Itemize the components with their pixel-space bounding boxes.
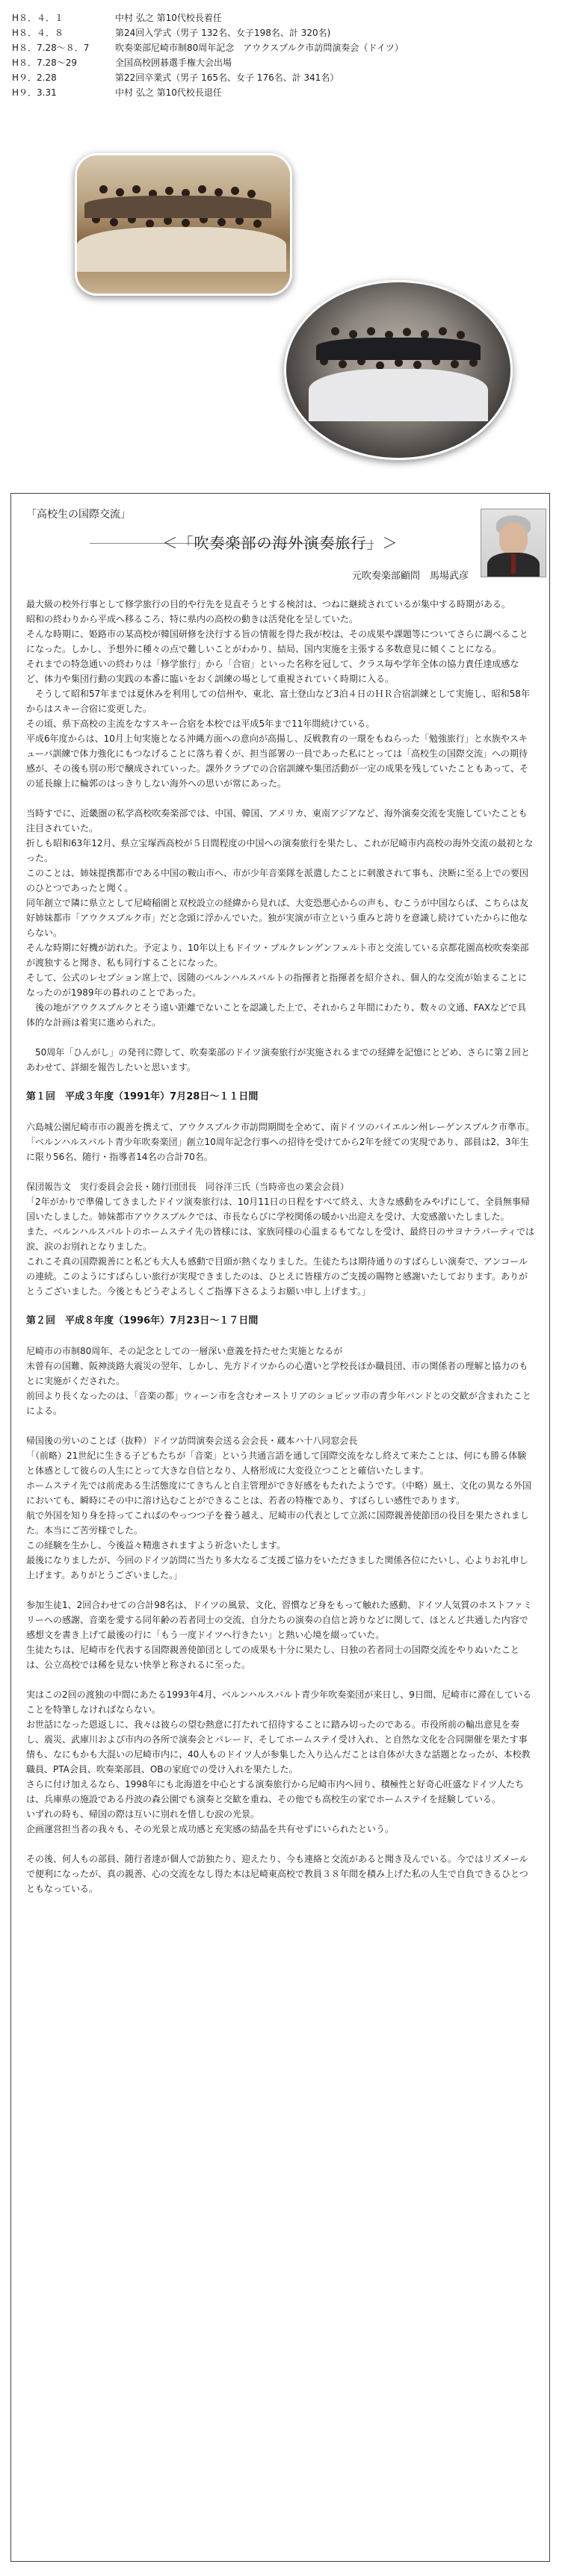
timeline-text: 第24回入学式（男子 132名、女子198名、計 320名) [115,28,331,38]
timeline-text: 中村 弘之 第10代校長着任 [115,13,222,23]
intro-paragraph: 50周年「ひんがし」の発刊に際して、吹奏楽部のドイツ演奏旅行が実施されるまでの経緯を記憶にとどめ、さらに第２回とあわせて、詳細を報告したいと思います。 [26,1047,530,1073]
trip2-paragraph: 帰国後の労いのことば（抜粋）ドイツ訪問演奏会送る会会長・蔵本ハ十八同窓会長 「（前略）21世紀に生きる子どもたちが「音楽」という共通言語を通して国際交流をなし終えて来たことは、何にも勝る体験と体感として彼らの人生にとって大きな自信となり、人格形成に大変役立つことと確信いたします。 ホームステイ先では前虎ある生活態度にてきちんと自主管理ができ好感をもたれたようです。（中略）風土、文化の異なる外国においても、瞬時にその中に溶け込むことができることは、若者の特権であり、すばらしい感性であります。 航で外国を知り身を持ってこればのやっつつ子を養う越え、尼崎市の代表として立派に国際親善使節団の役目を果たされました。本当にご苦労様でした。 この経験を生かし、今後益々精進されますよう祈念いたします。 最後になりましたが、今回のドイツ訪問に当たり多大なるご支援ご協力をいただきました関係各位にたいし、心よりお礼申し上げます。ありがとうございました。」 [26,1436,531,1580]
trip1-paragraph: 六島城公園尼崎市市の親善を携えて、アウクスブルク市訪問期間を全めて、南ドイツのバイエルン州レーゲンスブルク市準市。 「ベルンハルスバルト青少年吹奏楽団」創立10周年記念行事への招待を受けてから2年を経ての実現であり、部員は2、3年生に限り56名、随行・指導者14名の合計70名。 [26,1122,534,1162]
trip1-heading: 第１回 平成３年度（1991年）7月28日～１１日間 [26,1091,259,1102]
timeline-row [12,40,550,55]
timeline-date: H９．2.28 [12,72,57,83]
timeline-date: H９．3.31 [12,87,57,98]
trip2-paragraph: 実はこの2回の渡独の中間にあたる1993年4月、ベルンハルスバルト青少年吹奏楽団が来日し、9日間、尼崎市に滞在していることを特筆しなければならない。 お世話になった恩返しに、我々は彼らの望む熱意に打たれて招待することに踏み切ったのである。市役所前の輸出意見を奏し、震災、武庫川および市内の各所で演奏会とパレード、そしてホームステイ受け入れ、と自然な文化を合同開催を果たす事情も、なにもかも大混いの尼崎市内に、40人ものドイツ人が参集した入り込んだことは自体が大きな話題となったが、本校教職員、PTA会員、吹奏楽部員、OBの家庭での受け入れを果たした。 さらに付け加えるなら、1998年にも北海道を中心とする演奏旅行から尼崎市内へ回り、積極性と好奇心旺盛なドイツ人たちは、兵庫県の施設である丹波の森公園でも演奏と交歓を重ね、その他でも高校生の家でホームステイを経験している。 いずれの時も、帰国の際は互いに別れを惜しむ涙の光景。 企画運営担当者の我々も、その光景と成功感と充実感の結晶を共有せずにいられたという。 [26,1689,531,1834]
timeline-row [12,10,550,25]
group-photo-band-outdoor [75,153,292,296]
timeline-date: H８．４．８ [12,28,64,38]
timeline-text: 中村 弘之 第10代校長退任 [115,87,222,98]
group-photo-band-indoor [284,280,513,460]
timeline-date: H８．４．１ [12,13,64,23]
timeline-text: 第22回卒業式（男子 165名、女子 176名、計 341名） [115,72,339,83]
timeline-text: 全国高校囲碁選手権大会出場 [115,58,232,68]
timeline-row [12,55,550,70]
timeline-row [12,85,550,100]
trip2-paragraph: 尼崎市の市制80周年、その記念としての一層深い意義を持たせた実施となるが 未曾有の国難、阪神淡路大震災の翌年、しかし、先方ドイツからの心遣いと学校長ほか職員団、市の関係者の理解と協力のもとに実施がくだされた。 前回より長くなったのは、「音楽の都」ウィーン市を含むオーストリアのショピッツ市の青少年バンドとの交歓が含まれたことによる。 [26,1346,531,1416]
trip2-paragraph: 参加生徒1、2回合わせての合計98名は、ドイツの風景、文化、習慣など身をもって触れた感動、ドイツ人気質のホストファミリーへの感謝、音楽を愛する同年齢の若者同士の交流、自分たちの演奏の自信と誇りなどに関して、ほとんど共通した内容で感想文を書き上げて最後の行に「もう一度ドイツへ行きたい」と熱い心境を綴っていた。 生徒たちは、尼崎市を代表する国際親善使節団としての成果も十分に果たし、日独の若者同士の国際交流をやりぬいたことは、公立高校では稀を見ない快挙と称されるに至った。 [26,1600,532,1670]
timeline-text: 吹奏楽部尼崎市制80周年記念 アウクスブルク市訪問演奏会（ドイツ） [115,43,404,53]
article-box [10,493,550,2562]
section-label: 「高校生の国際交流」 [26,509,131,521]
timeline-date: H８．7.28～８．7 [12,43,90,53]
trip2-paragraph: その後、何人もの部員、随行者達が個人で訪独たり、迎えたり、今も連絡と交流があると聞き及んでいる。今ではリズメールで便利になったが、真の親善、心の交流をなし得た本は尼崎東高校で教員３８年間を積み上げた私の人生で自負できるひとつともなっている。 [26,1854,528,1894]
intro-paragraph: 当時すでに、近畿圏の私学高校吹奏楽部では、中国、韓国、アメリカ、東南アジアなど、海外演奏交流を実施していたことも注目されていた。 折しも昭和63年12月、県立宝塚西高校が５日間程度の中国への演奏旅行を果たし、これが尼崎市内高校の海外交流の最初となった。 このことは、姉妹提携都市である中国の鞍山市へ、市が少年音楽隊を派遣したことに刺激されて事も、決断に至る上での要因のひとつであったと聞く。 同年創立で隣に県立として尼崎稲園と双校設立の経緯から見れば、大変恐悪心からの声も、むこうが中国ならば、こちらは友好姉妹都市「アウクスブルク市」だと念頭に浮かんでいた。独が実演が市立という重みと誇りを意識し続けていたからに他ならない。 そんな時期に好機が訪れた。予定より、10年以上もドイツ・ブルクレンゲンフェルト市と交流している京都花園高校吹奏楽部が渡独すると聞き、私も同行することになった。 そして、公式のレセプション席上で、図随のベルンハルスバルトの指揮者と指揮者を紹介され、個人的な交流が始まることになったのが1989年の暮れのことであった。 後の地がアウクスブルクとそう遠い距離でないことを認識した上で、それから２年間にわたり、数々の文通、FAXなどで具体的な計画は着実に進められた。 [26,808,534,1028]
intro-paragraph: 最大級の校外行事として修学旅行の目的や行先を見直そうとする検討は、つねに継続されているが集中する時期がある。 昭和の終わりから平成へ移るころ、特に県内の高校の動きは活発化を呈していた。 そんな時期に、姫路市の某高校が韓国研修を決行する旨の情報を得た我が校は、その成果や課題等についてさらに調べることになった。しかし、予想外に種々の点で難しいことがわかり、結局、国内実施を主張する多数意見に傾くことになる。 それまでの特急通いの終わりは「修学旅行」から「合宿」といった名称を冠して、クラス毎や学年全体の協力責任達成感など、体力や集団行動の実践の本番に臨いをおく訓練の場として重視されていく時期に入る。 そうして昭和57年までは夏休みを利用しての信州や、東北、富士登山など3泊４日のＨＲ合宿訓練として実施し、昭和58年からはスキー合宿に変更した。 その頃、県下高校の主流をなすスキー合宿を本校では平成5年まで11年間続けている。 平成6年度からは、10月上旬実施となる沖縄方面への意向が高揚し、反戦教育の一環をもねらった「勉強旅行」と水族やスキューバ訓練で体力強化にもつなげることに落ち着くが、担当部署の一員であった私にとっては「高校生の国際交流」への期待感が、その後も別の形で醸成されていった。課外クラブでの合宿訓練や集団活動が一定の成果を残していたこともあって、その延長線上に輪郭のはっきりしない海外への思いが常にあった。 [26,599,530,789]
timeline-date: H８．7.28～29 [12,58,78,68]
history-timeline [12,10,550,100]
trip1-paragraph: 保団報告文 実行委員会会長・随行団団長 同谷洋三氏（当時帝也の業会会員） 「2年がかりで準備してきましたドイツ演奏旅行は、10月11日の日程をすべて終え、大きな感動をみやげにして、全員無事帰国いたしました。姉妹都市アウクスブルクでは、市長ならびに学校関係の暖かい出迎えを受け、大変感激いたしました。 また、ベルンハルスバルトのホームステイ先の皆様には、家族同様の心温まるもてなしを受け、最終日のサヨナラパーティでは涙、涙のお別れとなりました。 これこそ真の国際親善にと私ども大人も感動で目頭が熱くなりました。生徒たちは期待通りのすばらしい演奏で、アンコールの連続。このようにすばらしい旅行が実現できましたのは、ひとえに皆様方のご支援の賜物と感謝いたしております。ありがとうございました。今後ともどうぞよろしくご指導下さるようお願い申し上げます。」 [26,1182,534,1297]
timeline-row [12,25,550,40]
trip2-heading: 第２回 平成８年度（1996年）7月23日～１７日間 [26,1315,259,1326]
article-title: ＜「吹奏楽部の海外演奏旅行」＞ [162,534,398,552]
article-body [26,597,534,1896]
article-author: 元吹奏楽部顧問 馬場武彦 [351,571,469,582]
timeline-row [12,70,550,85]
